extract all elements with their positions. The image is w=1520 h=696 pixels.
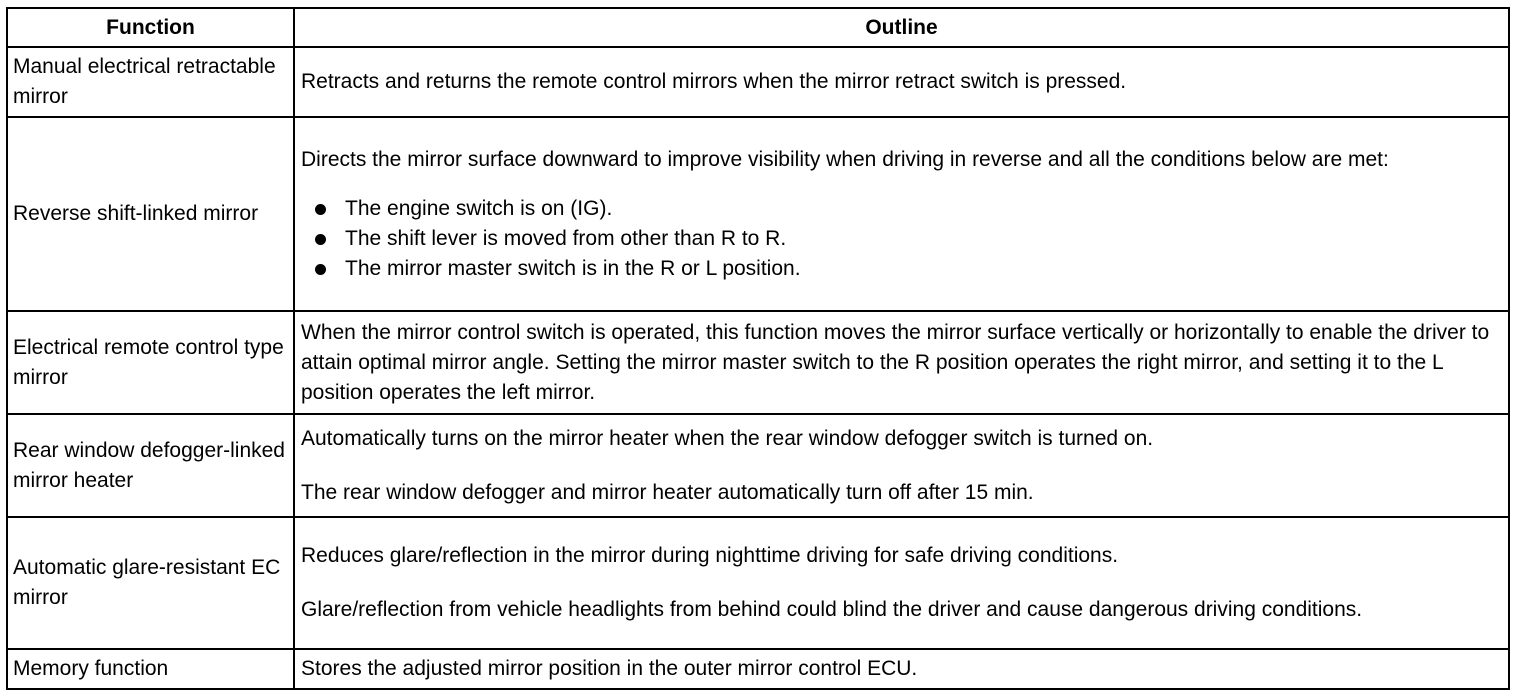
table-row bbox=[7, 47, 1509, 117]
table-row bbox=[7, 517, 1509, 649]
function-outline-table bbox=[6, 7, 1510, 690]
column-header-function: Function bbox=[7, 8, 294, 47]
header-row bbox=[7, 8, 1509, 47]
outline-paragraph: Stores the adjusted mirror position in the outer mirror control ECU. bbox=[301, 657, 918, 680]
outline-paragraph: Reduces glare/reflection in the mirror during nighttime driving for safe driving conditions. bbox=[301, 544, 1119, 567]
bullet-icon bbox=[315, 204, 326, 215]
list-item bbox=[301, 254, 1500, 284]
function-cell: Rear window defogger-linked mirror heater bbox=[7, 414, 294, 517]
list-item bbox=[301, 224, 1500, 254]
outline-paragraph: The rear window defogger and mirror heater automatically turn off after 15 min. bbox=[301, 480, 1034, 504]
condition-text: The engine switch is on (IG). bbox=[345, 196, 613, 220]
table-row bbox=[7, 117, 1509, 311]
bullet-icon bbox=[315, 264, 326, 275]
outline-cell bbox=[294, 414, 1509, 517]
function-cell: Memory function bbox=[7, 649, 294, 689]
list-item bbox=[301, 194, 1500, 224]
bullet-icon bbox=[315, 234, 326, 245]
outline-cell bbox=[294, 517, 1509, 649]
table-row bbox=[7, 649, 1509, 689]
function-cell: Reverse shift-linked mirror bbox=[7, 117, 294, 311]
outline-cell bbox=[294, 117, 1509, 311]
table-row bbox=[7, 311, 1509, 414]
function-cell: Automatic glare-resistant EC mirror bbox=[7, 517, 294, 649]
condition-text: The mirror master switch is in the R or L position. bbox=[345, 256, 801, 280]
table-row bbox=[7, 414, 1509, 517]
function-cell: Manual electrical retractable mirror bbox=[7, 47, 294, 117]
outline-paragraph: Retracts and returns the remote control mirrors when the mirror retract switch is pressed. bbox=[301, 70, 1127, 93]
function-cell: Electrical remote control type mirror bbox=[7, 311, 294, 414]
outline-paragraph: Automatically turns on the mirror heater when the rear window defogger switch is turned on. bbox=[301, 426, 1154, 450]
outline-paragraph: Directs the mirror surface downward to improve visibility when driving in reverse and all the conditions below are met: bbox=[301, 147, 1389, 171]
column-header-outline: Outline bbox=[294, 8, 1509, 47]
outline-cell bbox=[294, 649, 1509, 689]
outline-paragraph: Glare/reflection from vehicle headlights from behind could blind the driver and cause dangerous driving conditions. bbox=[301, 598, 1363, 621]
condition-list bbox=[301, 194, 1500, 284]
outline-paragraph: When the mirror control switch is operated, this function moves the mirror surface vertically or horizontally to enable the driver to attain optimal mirror angle. Setting the mirror master switch to the R position operates the right mirror, and setting it to the L position operates the left mirror. bbox=[301, 320, 1490, 404]
outline-cell bbox=[294, 47, 1509, 117]
condition-text: The shift lever is moved from other than R to R. bbox=[345, 226, 787, 250]
outline-cell bbox=[294, 311, 1509, 414]
